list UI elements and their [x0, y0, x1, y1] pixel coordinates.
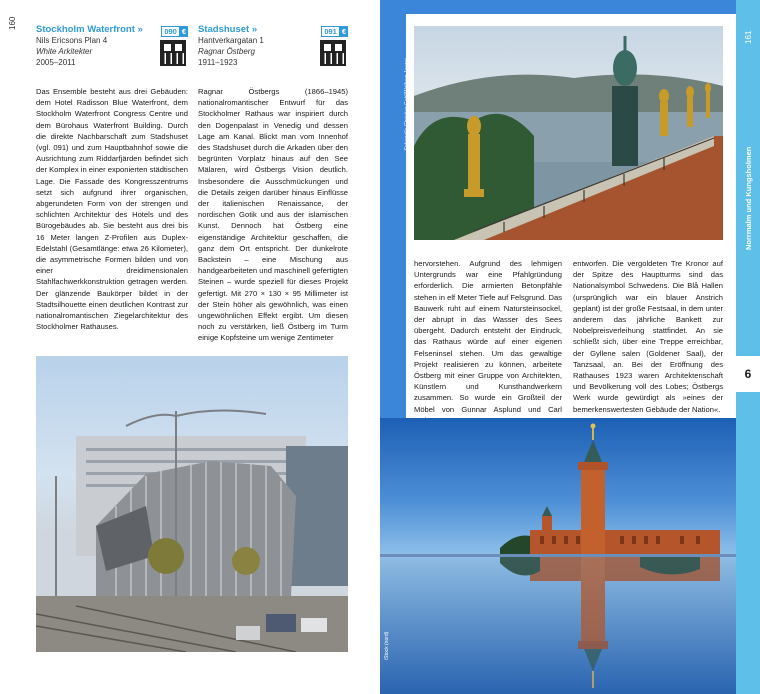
- entry-title[interactable]: Stadshuset »: [198, 24, 258, 35]
- entry-architect: Ragnar Östberg: [198, 47, 255, 56]
- entry-years: 1911–1923: [198, 58, 238, 67]
- entry-stockholm-waterfront: [36, 24, 188, 68]
- chapter-side-strip: [736, 0, 760, 694]
- city-hall-reflection-illustration: [380, 418, 736, 694]
- badge-number: 090: [161, 26, 180, 37]
- photo-waterfront-congress-centre: [36, 356, 348, 652]
- photo-credit-top: Fotografie Christian Gahl/Wolfram Janzer: [404, 58, 410, 150]
- body-text-column-2: Ragnar Östbergs (1866–1945) nationalromantischer Entwurf für das Stockholmer Rathaus war inspiriert durch den Dogenpalast in Venedig und dessen Lage am Kanal. Blickt man vom Innenhof des Stadshuset durch die Arkaden über den begrünten Vorplatz hinaus auf den See Mälaren, wird Östbergs Vision deutlich. Insbesondere die Ausschmückungen und die Details zeigen darüber hinaus Einflüsse der italienischen Renaissance, der nordischen Gotik und aus der islamischen Kunst. Dennoch hat Östberg eine eigenständige Architektur geschaffen, die ganz dem Ort entspricht. Der dunkelrote Backstein – eine Mischung aus handgearbeiteten und maschinell gefertigten Steinen – wurde speziell für dieses Projekt gefertigt. Mit 270 × 130 × 95 Millimeter ist der Stein höher als gewöhnlich, was einen ungewöhnlichen Effekt ergibt. Um diesen noch zu verstärken, ließ Östberg im Turm einige Kopfsteine um wenige Zentimeter: [198, 87, 348, 343]
- chapter-side-label: Norrmalm und Kungsholmen: [744, 146, 753, 250]
- badge-number: 091: [321, 26, 340, 37]
- entry-badge: [161, 26, 188, 37]
- photo-credit-bottom: iStock (nord): [384, 631, 390, 660]
- waterfront-photo-illustration: [36, 356, 348, 652]
- roof-statues-illustration: [414, 26, 723, 240]
- entry-address: Nils Ericsons Plan 4: [36, 36, 108, 45]
- entry-address: Hantverkargatan 1: [198, 36, 264, 45]
- qr-code-icon[interactable]: [320, 40, 346, 66]
- entry-stadshuset: [198, 24, 348, 68]
- body-text-column-4: entworfen. Die vergoldeten Tre Kronor auf der Spitze des Hauptturms sind das Nationalsymbol Schwedens. Die Blå Hallen (ursprünglich war ein blauer Anstrich geplant) ist der große Festsaal, in dem unter anderem das jährliche Bankett zur Nobelpreisverleihung stattfindet. An sie schließt sich, über eine Treppe erreichbar, der Gyllene salen (Goldener Saal), der Tanzsaal, an. Bei der Eröffnung des Rathauses 1923 waren Architektenschaft und Bevölkerung voll des Lobes; Östbergs Werk wurde gewürdigt als »eines der bemerkenswertesten Gebäude der Nation«.: [573, 259, 723, 414]
- entry-years: 2005–2011: [36, 58, 76, 67]
- page-number-right: 161: [744, 30, 753, 44]
- entry-architect: White Arkitekter: [36, 47, 93, 56]
- photo-stockholm-city-hall: [380, 418, 736, 694]
- photo-city-hall-roof-statues: [414, 26, 723, 240]
- chapter-number-tab[interactable]: 6: [736, 356, 760, 392]
- qr-code-icon[interactable]: [160, 40, 186, 66]
- euro-icon: €: [181, 27, 186, 36]
- body-text-column-3: hervorstehen. Aufgrund des lehmigen Untergrunds war eine Pfahlgründung erforderlich. Die armierten Betonpfähle stehen in elf Meter Tiefe auf Felsgrund. Das Bauwerk ruht auf einem Natursteinsockel, der abrupt in das Wasser des Sees übergeht. Dadurch entsteht der Eindruck, das Rathaus würde auf einer eigenen Felseninsel stehen. Um das gewaltige Projekt realisieren zu können, arbeitete Östberg mit einer Gruppe von Architekten, Künstlern und Kunsthandwerkern zusammen. So wurde ein Großteil der Möbel von Gunnar Asplund und Carl: [414, 259, 562, 414]
- body-text-column-1: Das Ensemble besteht aus drei Gebäuden: dem Hotel Radisson Blue Waterfront, dem Stockholm Waterfront Congress Centre und dem Bürohaus Waterfront Building. Durch die direkte Nachbarschaft zum Stadshuset (vgl. 091) und zum Hauptbahnhof sowie die Ausrichtung zum Riddarfjärden befindet sich der Komplex in einer exponierten städtischen Lage. Die Fassade des Kongresszentrums setzt sich aufgrund ihrer organischen, abgerundeten Form von der strengen und schlichten Architektur des Hotels und des Bürogebäudes ab. Sie besteht aus drei bis 16 Meter langen Z-Profilen aus Duplex-Edelstahl (Gesamtlänge: etwa 26 Kilometer), die asymmetrische Formen bilden und von einer dreidimensionalen Stahlfachwerkkonstruktion getragen werden. Der glänzende Baukörper bildet in der Stadtsilhouette einen deutlichen Kontrast zur nationalromantischen Ziegelarchitektur des Stockholmer Rathauses.: [36, 87, 188, 332]
- euro-icon: €: [341, 27, 346, 36]
- entry-title[interactable]: Stockholm Waterfront »: [36, 24, 143, 35]
- entry-badge: [321, 26, 348, 37]
- page-number-left: 160: [8, 16, 17, 30]
